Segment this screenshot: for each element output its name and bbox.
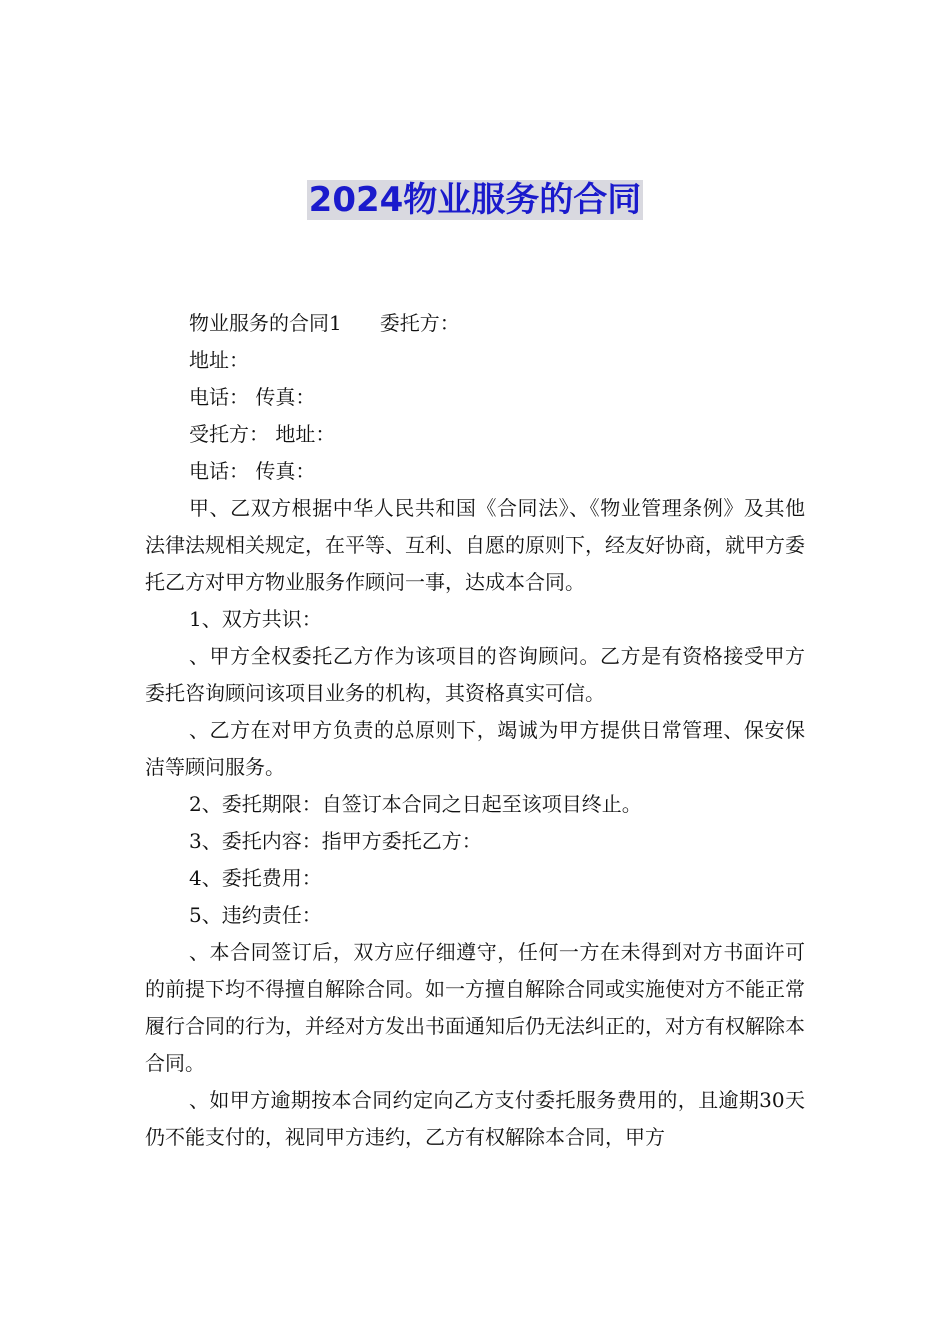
section-5-heading: 5、违约责任： — [189, 903, 322, 927]
section-1-clause-a: 、甲方全权委托乙方作为该项目的咨询顾问。乙方是有资格接受甲方委托咨询顾问该项目业务的机构，其资格真实可信。 — [145, 644, 805, 705]
document-body — [145, 305, 805, 1156]
section-2: 2、委托期限：自签订本合同之日起至该项目终止。 — [189, 792, 642, 816]
document-title-text: 2024物业服务的合同 — [308, 180, 642, 220]
phone-fax-line: 电话： 传真： — [189, 385, 316, 409]
section-4: 4、委托费用： — [189, 866, 322, 890]
section-3: 3、委托内容：指甲方委托乙方： — [189, 829, 482, 853]
phone-fax-line-2: 电话： 传真： — [189, 459, 316, 483]
contract-name: 物业服务的合同1 — [189, 311, 342, 335]
section-1-clause-b: 、乙方在对甲方负责的总原则下，竭诚为甲方提供日常管理、保安保洁等顾问服务。 — [145, 718, 805, 779]
section-5-clause-b: 、如甲方逾期按本合同约定向乙方支付委托服务费用的，且逾期30天仍不能支付的，视同甲方违约，乙方有权解除本合同，甲方 — [145, 1088, 805, 1149]
section-1-heading: 1、双方共识： — [189, 607, 322, 631]
trustee-address-line: 受托方： 地址： — [189, 422, 336, 446]
intro-paragraph: 甲、乙双方根据中华人民共和国《合同法》、《物业管理条例》及其他法律法规相关规定，在平等、互利、自愿的原则下，经友好协商，就甲方委托乙方对甲方物业服务作顾问一事，达成本合同。 — [145, 496, 805, 594]
document-title — [0, 178, 950, 222]
contract-header-line — [145, 305, 805, 342]
section-5-clause-a: 、本合同签订后，双方应仔细遵守，任何一方在未得到对方书面许可的前提下均不得擅自解除合同。如一方擅自解除合同或实施使对方不能正常履行合同的行为，并经对方发出书面通知后仍无法纠正的，对方有权解除本合同。 — [145, 940, 805, 1075]
address-line: 地址： — [189, 348, 249, 372]
client-label: 委托方： — [379, 311, 460, 335]
